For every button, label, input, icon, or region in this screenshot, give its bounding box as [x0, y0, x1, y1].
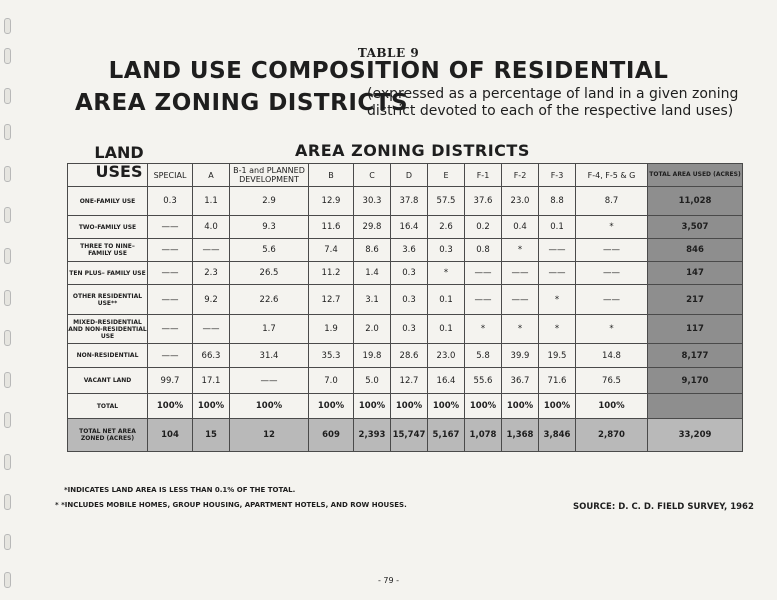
total-row	[68, 394, 743, 419]
column-header: F-1	[465, 164, 502, 187]
column-header: E	[428, 164, 465, 187]
table-cell: 5,167	[428, 419, 465, 452]
table-cell: ——	[502, 262, 539, 285]
table-cell: 5.6	[230, 239, 309, 262]
table-cell: 35.3	[309, 344, 354, 368]
table-cell: *	[465, 315, 502, 344]
table-cell: ——	[148, 344, 193, 368]
table-cell: 12.9	[309, 187, 354, 216]
table-cell: ——	[193, 315, 230, 344]
table-cell: 2,870	[576, 419, 648, 452]
table-cell: 29.8	[354, 216, 391, 239]
table-cell: 7.0	[309, 368, 354, 394]
row-label: OTHER RESIDENTIAL USE**	[68, 285, 148, 315]
table-cell: 2.6	[428, 216, 465, 239]
table-cell: ——	[539, 239, 576, 262]
net-area-row	[68, 419, 743, 452]
table-cell: 26.5	[230, 262, 309, 285]
table-cell: 0.3	[428, 239, 465, 262]
table-cell: 23.0	[428, 344, 465, 368]
table-cell: 2.0	[354, 315, 391, 344]
table-cell: 71.6	[539, 368, 576, 394]
table-cell: *	[502, 239, 539, 262]
table-cell: ——	[539, 262, 576, 285]
table-cell: 37.8	[391, 187, 428, 216]
column-header: B-1 and PLANNED DEVELOPMENT	[230, 164, 309, 187]
subtitle-line-2: district devoted to each of the respective land uses)	[367, 103, 734, 119]
table-row	[68, 368, 743, 394]
total-area-cell: 117	[648, 315, 743, 344]
table-cell: 100%	[465, 394, 502, 419]
total-area-cell: 846	[648, 239, 743, 262]
table-cell: 37.6	[465, 187, 502, 216]
table-cell: 12	[230, 419, 309, 452]
row-label: TWO-FAMILY USE	[68, 216, 148, 239]
table-cell: 1,368	[502, 419, 539, 452]
table-cell: ——	[502, 285, 539, 315]
table-cell: 28.6	[391, 344, 428, 368]
table-cell: *	[428, 262, 465, 285]
table-cell: 100%	[391, 394, 428, 419]
table-cell: 100%	[230, 394, 309, 419]
table-cell: 100%	[428, 394, 465, 419]
table-cell: ——	[230, 368, 309, 394]
table-cell: 2,393	[354, 419, 391, 452]
table-cell: 4.0	[193, 216, 230, 239]
total-area-cell: 147	[648, 262, 743, 285]
table-cell: 0.1	[428, 285, 465, 315]
table-row	[68, 262, 743, 285]
table-cell: ——	[576, 285, 648, 315]
table-cell: 8.7	[576, 187, 648, 216]
row-label: VACANT LAND	[68, 368, 148, 394]
table-cell: 31.4	[230, 344, 309, 368]
table-cell: 11.6	[309, 216, 354, 239]
subtitle-line-1: (expressed as a percentage of land in a given zoning	[367, 86, 739, 102]
table-cell: 2.9	[230, 187, 309, 216]
source-note: SOURCE: D. C. D. FIELD SURVEY, 1962	[573, 502, 754, 512]
table-cell: 23.0	[502, 187, 539, 216]
table-cell: 9.3	[230, 216, 309, 239]
table-cell: ——	[465, 262, 502, 285]
row-label: TEN PLUS– FAMILY USE	[68, 262, 148, 285]
table-cell: ——	[576, 262, 648, 285]
table-cell: 3.1	[354, 285, 391, 315]
footnote-2: * *INCLUDES MOBILE HOMES, GROUP HOUSING, APARTMENT HOTELS, AND ROW HOUSES.	[55, 501, 407, 509]
table-cell: 17.1	[193, 368, 230, 394]
table-cell: ——	[465, 285, 502, 315]
table-cell: 22.6	[230, 285, 309, 315]
table-cell: 12.7	[309, 285, 354, 315]
table-cell: 0.1	[428, 315, 465, 344]
table-cell: 3.6	[391, 239, 428, 262]
row-label: TOTAL	[68, 394, 148, 419]
table-cell: ——	[148, 262, 193, 285]
column-header: B	[309, 164, 354, 187]
table-cell: 2.3	[193, 262, 230, 285]
header-row	[68, 164, 743, 187]
table-row	[68, 216, 743, 239]
total-area-cell: 217	[648, 285, 743, 315]
stub-header-line-1: LAND	[94, 143, 144, 162]
table-cell: 100%	[309, 394, 354, 419]
table-cell: 8.6	[354, 239, 391, 262]
table-cell: 15	[193, 419, 230, 452]
column-header: C	[354, 164, 391, 187]
total-area-cell	[648, 394, 743, 419]
title-line-1: LAND USE COMPOSITION OF RESIDENTIAL	[108, 58, 669, 84]
table-cell: 100%	[354, 394, 391, 419]
total-area-cell: 9,170	[648, 368, 743, 394]
table-cell: 100%	[576, 394, 648, 419]
total-area-cell: 8,177	[648, 344, 743, 368]
table-cell: 11.2	[309, 262, 354, 285]
total-area-cell: 33,209	[648, 419, 743, 452]
table-cell: *	[502, 315, 539, 344]
table-cell: 9.2	[193, 285, 230, 315]
table-cell: 609	[309, 419, 354, 452]
table-cell: ——	[148, 315, 193, 344]
table-cell: 55.6	[465, 368, 502, 394]
table-row	[68, 239, 743, 262]
table-cell: 1.4	[354, 262, 391, 285]
table-cell: 99.7	[148, 368, 193, 394]
table-cell: 66.3	[193, 344, 230, 368]
land-use-table	[67, 163, 743, 452]
table-row	[68, 285, 743, 315]
column-group-header: AREA ZONING DISTRICTS	[295, 141, 530, 160]
row-label: ONE-FAMILY USE	[68, 187, 148, 216]
table-cell: ——	[148, 285, 193, 315]
table-cell: 1.1	[193, 187, 230, 216]
row-label: THREE TO NINE– FAMILY USE	[68, 239, 148, 262]
table-cell: 36.7	[502, 368, 539, 394]
row-label: TOTAL NET AREA ZONED (ACRES)	[68, 419, 148, 452]
column-header: F-2	[502, 164, 539, 187]
table-cell: ——	[148, 239, 193, 262]
table-cell: 100%	[502, 394, 539, 419]
subtitle	[367, 86, 738, 120]
row-label: NON-RESIDENTIAL	[68, 344, 148, 368]
column-header: SPECIAL	[148, 164, 193, 187]
table-cell: *	[576, 315, 648, 344]
row-label: MIXED-RESIDENTIAL AND NON-RESIDENTIAL USE	[68, 315, 148, 344]
stub-header-line-2: USES	[95, 162, 143, 181]
table-cell: 0.1	[539, 216, 576, 239]
table-cell: *	[539, 315, 576, 344]
table-cell: 15,747	[391, 419, 428, 452]
table-cell: *	[539, 285, 576, 315]
column-header: D	[391, 164, 428, 187]
table-cell: 1.9	[309, 315, 354, 344]
page-number: - 79 -	[377, 576, 400, 585]
binder-holes	[0, 0, 14, 600]
table-cell: 0.8	[465, 239, 502, 262]
table-cell: 19.8	[354, 344, 391, 368]
total-area-cell: 3,507	[648, 216, 743, 239]
table-row	[68, 344, 743, 368]
column-header: F-3	[539, 164, 576, 187]
table-cell: 30.3	[354, 187, 391, 216]
table-cell: 0.4	[502, 216, 539, 239]
table-cell: 5.8	[465, 344, 502, 368]
table-cell: 1.7	[230, 315, 309, 344]
column-header-total: TOTAL AREA USED (ACRES)	[648, 164, 743, 187]
table-cell: 3,846	[539, 419, 576, 452]
table-cell: 104	[148, 419, 193, 452]
footnote-1: *INDICATES LAND AREA IS LESS THAN 0.1% OF THE TOTAL.	[64, 486, 296, 494]
total-area-cell: 11,028	[648, 187, 743, 216]
title-line-2: AREA ZONING DISTRICTS	[75, 90, 409, 116]
table-cell: 0.2	[465, 216, 502, 239]
table-cell: 5.0	[354, 368, 391, 394]
table-cell: 8.8	[539, 187, 576, 216]
table-row	[68, 187, 743, 216]
table-cell: 0.3	[391, 315, 428, 344]
table-cell: 16.4	[428, 368, 465, 394]
table-cell: ——	[193, 239, 230, 262]
column-header: A	[193, 164, 230, 187]
table-number: TABLE 9	[357, 46, 420, 60]
table-cell: 0.3	[148, 187, 193, 216]
table-cell: 1,078	[465, 419, 502, 452]
table-cell: 0.3	[391, 262, 428, 285]
table-cell: *	[576, 216, 648, 239]
table-cell: 100%	[539, 394, 576, 419]
table-row	[68, 315, 743, 344]
table-cell: ——	[148, 216, 193, 239]
table-cell: 57.5	[428, 187, 465, 216]
table-cell: 100%	[148, 394, 193, 419]
table-cell: 19.5	[539, 344, 576, 368]
table-cell: 100%	[193, 394, 230, 419]
table-cell: 7.4	[309, 239, 354, 262]
table-cell: ——	[576, 239, 648, 262]
table-cell: 14.8	[576, 344, 648, 368]
table-corner	[68, 164, 148, 187]
table-cell: 39.9	[502, 344, 539, 368]
table-cell: 16.4	[391, 216, 428, 239]
table-cell: 76.5	[576, 368, 648, 394]
column-header: F-4, F-5 & G	[576, 164, 648, 187]
table-cell: 0.3	[391, 285, 428, 315]
table-cell: 12.7	[391, 368, 428, 394]
